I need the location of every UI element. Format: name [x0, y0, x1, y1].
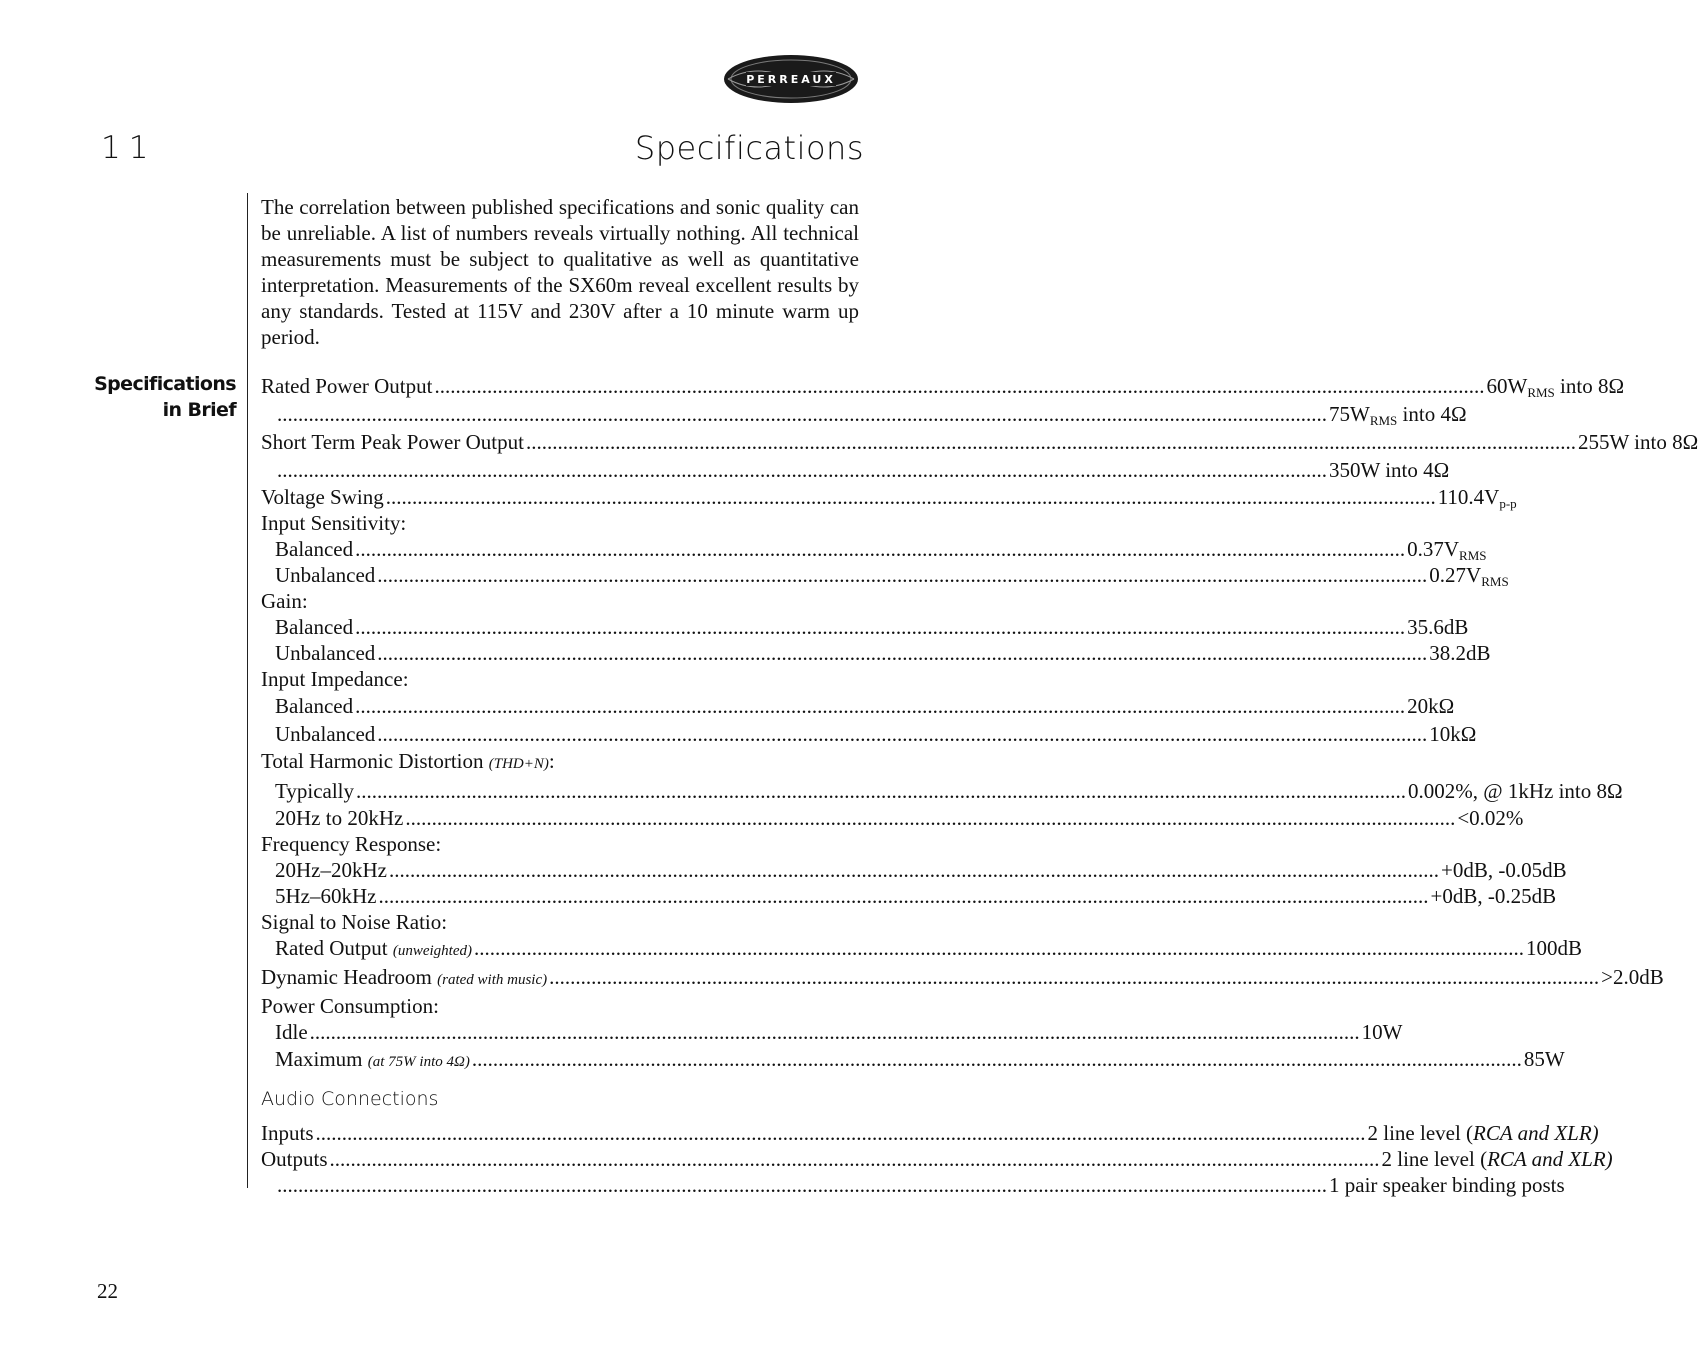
- spec-label: Dynamic Headroom (rated with music): [261, 965, 548, 989]
- leader-dots: ........................................................................................................................................................................................................: [549, 965, 1600, 989]
- spec-label: Balanced: [275, 615, 354, 639]
- logo-text: PERREAUX: [746, 73, 836, 86]
- leader-dots: ........................................................................................................................................................................................................: [434, 374, 1485, 398]
- conn-inputs: [261, 1120, 1599, 1146]
- spec-value: 85W: [1523, 1047, 1565, 1071]
- side-heading: [94, 371, 236, 423]
- spec-heading-input-impedance: Input Impedance:: [261, 667, 409, 691]
- spec-label: Balanced: [275, 694, 354, 718]
- spec-value: 1 pair speaker binding posts: [1329, 1173, 1565, 1197]
- spec-label: Maximum (at 75W into 4Ω): [275, 1047, 470, 1071]
- spec-label: 20Hz–20kHz: [275, 858, 387, 882]
- spec-value: 350W into 4Ω: [1329, 458, 1450, 482]
- spec-value: 100dB: [1525, 936, 1582, 960]
- leader-dots: ........................................................................................................................................................................................................: [277, 1173, 1327, 1197]
- conn-outputs: [261, 1146, 1613, 1172]
- spec-freq-response-1: [261, 857, 1567, 883]
- leader-dots: ........................................................................................................................................................................................................: [355, 615, 1406, 639]
- spec-value: $60W_{RMS}$ into 8Ω: [1486, 374, 1625, 400]
- spec-label: 5Hz–60kHz: [275, 884, 377, 908]
- spec-label: Voltage Swing: [261, 485, 384, 509]
- spec-peak-power-4ohm: [261, 456, 1450, 484]
- leader-dots: ........................................................................................................................................................................................................: [315, 1121, 1366, 1145]
- spec-impedance-unbalanced: [261, 720, 1477, 748]
- leader-dots: ........................................................................................................................................................................................................: [377, 722, 1428, 746]
- spec-heading-frequency-response: Frequency Response:: [261, 832, 442, 856]
- spec-value: $75W_{RMS}$ into 4Ω: [1329, 402, 1467, 428]
- spec-label: Idle: [275, 1020, 308, 1044]
- spec-voltage-swing: [261, 484, 1517, 511]
- spec-heading-input-sensitivity: Input Sensitivity:: [261, 511, 407, 535]
- spec-value: 35.6dB: [1407, 615, 1469, 639]
- spec-label: Balanced: [275, 537, 354, 561]
- spec-heading-thd: Total Harmonic Distortion (THD+N):: [261, 749, 555, 773]
- spec-label: Unbalanced: [275, 722, 376, 746]
- leader-dots: ........................................................................................................................................................................................................: [388, 858, 1439, 882]
- spec-freq-response-2: [261, 883, 1557, 909]
- spec-gain-balanced: [261, 614, 1469, 640]
- conn-speaker-posts: [261, 1172, 1565, 1198]
- page-number: 22: [97, 1279, 118, 1303]
- spec-value: 2 line level (RCA and XLR): [1367, 1121, 1599, 1145]
- leader-dots: ........................................................................................................................................................................................................: [385, 485, 1436, 509]
- leader-dots: ........................................................................................................................................................................................................: [377, 563, 1428, 587]
- leader-dots: ........................................................................................................................................................................................................: [525, 430, 1576, 454]
- spec-impedance-balanced: [261, 692, 1455, 720]
- spec-label: Short Term Peak Power Output: [261, 430, 524, 454]
- leader-dots: ........................................................................................................................................................................................................: [309, 1020, 1360, 1044]
- leader-dots: ........................................................................................................................................................................................................: [356, 779, 1407, 803]
- spec-input-sensitivity-unbalanced: [261, 562, 1509, 589]
- spec-value: 0.002%, @ 1kHz into 8Ω: [1408, 779, 1623, 803]
- leader-dots: ........................................................................................................................................................................................................: [329, 1147, 1380, 1171]
- leader-dots: ........................................................................................................................................................................................................: [355, 537, 1406, 561]
- leader-dots: ........................................................................................................................................................................................................: [378, 884, 1429, 908]
- spec-label: Outputs: [261, 1147, 328, 1171]
- spec-label: Rated Output (unweighted): [275, 936, 472, 960]
- side-heading-line2: in Brief: [162, 399, 236, 421]
- spec-peak-power: [261, 428, 1698, 456]
- spec-value: +0dB, -0.05dB: [1440, 858, 1567, 882]
- spec-value: 10W: [1361, 1020, 1403, 1044]
- audio-connections-heading: Audio Connections: [261, 1088, 439, 1110]
- spec-heading-gain: Gain:: [261, 589, 308, 613]
- spec-thd-range: [261, 805, 1524, 831]
- spec-value: <0.02%: [1457, 806, 1524, 830]
- side-heading-line1: Specifications: [94, 373, 236, 395]
- leader-dots: ........................................................................................................................................................................................................: [473, 936, 1524, 960]
- spec-thd-typical: [261, 777, 1623, 805]
- leader-dots: ........................................................................................................................................................................................................: [405, 806, 1456, 830]
- leader-dots: ........................................................................................................................................................................................................: [471, 1047, 1522, 1071]
- spec-label: Unbalanced: [275, 641, 376, 665]
- leader-dots: ........................................................................................................................................................................................................: [277, 458, 1327, 482]
- leader-dots: ........................................................................................................................................................................................................: [277, 402, 1327, 426]
- spec-value: $0.27V_{RMS}$: [1429, 563, 1509, 589]
- spec-label: 20Hz to 20kHz: [275, 806, 404, 830]
- spec-rated-power: [261, 372, 1625, 400]
- spec-value: 20kΩ: [1407, 694, 1455, 718]
- leader-dots: ........................................................................................................................................................................................................: [377, 641, 1428, 665]
- spec-power-max: [261, 1045, 1565, 1076]
- perreaux-logo: [722, 53, 860, 105]
- spec-value: >2.0dB: [1601, 965, 1664, 989]
- vertical-rule: [247, 193, 248, 1188]
- spec-value: 38.2dB: [1429, 641, 1491, 665]
- spec-value: 10kΩ: [1429, 722, 1477, 746]
- spec-value: $110.4V_{p-p}$: [1437, 485, 1517, 511]
- spec-value: $0.37V_{RMS}$: [1407, 537, 1487, 563]
- leader-dots: ........................................................................................................................................................................................................: [355, 694, 1406, 718]
- spec-heading-snr: Signal to Noise Ratio:: [261, 910, 448, 934]
- spec-input-sensitivity-balanced: [261, 536, 1487, 563]
- spec-value: 255W into 8Ω: [1577, 430, 1698, 454]
- spec-power-idle: [261, 1019, 1403, 1045]
- spec-gain-unbalanced: [261, 640, 1491, 666]
- chapter-title: Specifications: [634, 129, 864, 167]
- spec-snr-rated: [261, 935, 1582, 964]
- spec-value: 2 line level (RCA and XLR): [1381, 1147, 1613, 1171]
- spec-list: [261, 372, 1698, 1198]
- spec-dynamic-headroom: [261, 964, 1664, 993]
- spec-rated-power-4ohm: [261, 400, 1467, 428]
- intro-paragraph: The correlation between published specifications and sonic quality can be unreliable. A list of numbers reveals virtually nothing. All technical measurements must be subject to qualitative as well as quantitative interpretation. Measurements of the SX60m reveal excellent results by any standards. Tested at 115V and 230V after a 10 minute warm up period.: [261, 195, 859, 349]
- spec-label: Rated Power Output: [261, 374, 433, 398]
- chapter-number: 11: [101, 130, 157, 166]
- spec-label: Unbalanced: [275, 563, 376, 587]
- spec-label: Inputs: [261, 1121, 314, 1145]
- spec-heading-power-consumption: Power Consumption:: [261, 994, 439, 1018]
- spec-value: +0dB, -0.25dB: [1430, 884, 1557, 908]
- spec-label: Typically: [275, 779, 355, 803]
